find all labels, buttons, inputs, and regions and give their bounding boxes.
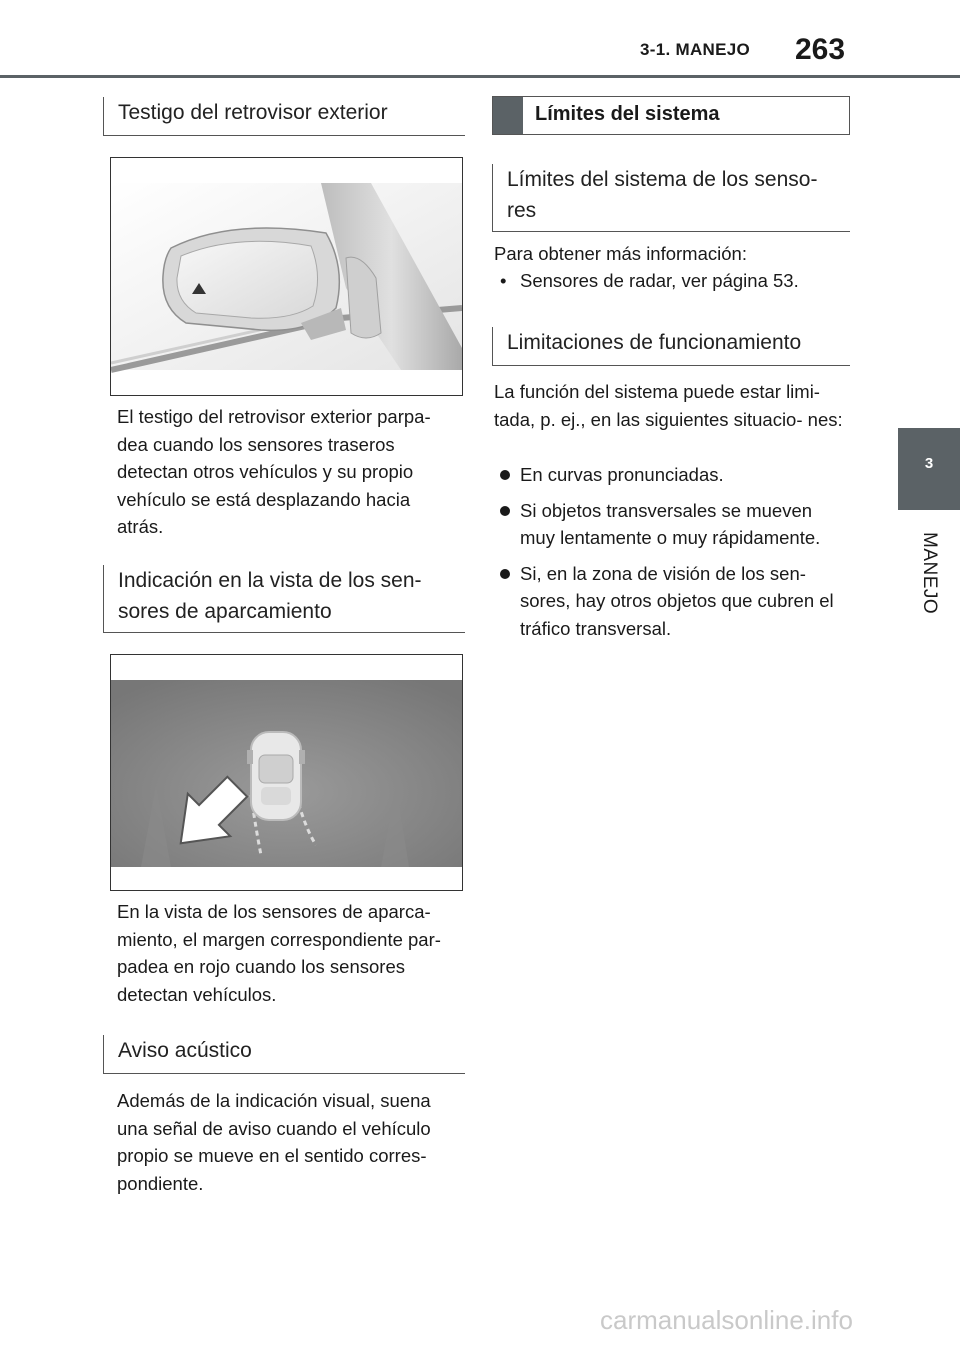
bullet-icon (500, 470, 510, 480)
header-rule (0, 75, 960, 78)
list-item-text: En curvas pronunciadas. (520, 464, 724, 485)
heading-system-limits (492, 96, 850, 135)
heading-line-1: Indicación en la vista de los sen- (118, 569, 422, 592)
chapter-label: MANEJO (919, 532, 940, 615)
parking-view-figure (110, 654, 463, 891)
limitations-intro: La función del sistema puede estar limi- tada, p. ej., en las siguientes situacio- nes: (494, 381, 843, 430)
bullet-icon (500, 506, 510, 516)
heading-text: Testigo del retrovisor exterior (118, 101, 388, 124)
list-item-text: Si, en la zona de visión de los sen- sores, hay otros objetos que cubren el tráfico transversal. (520, 562, 834, 639)
heading-text: Limitaciones de funcionamiento (507, 331, 802, 354)
heading-line-2: sores de aparcamiento (118, 600, 332, 623)
chapter-number: 3 (924, 455, 934, 472)
heading-sensor-limits (492, 164, 850, 232)
limitations-list (496, 461, 846, 650)
parking-paragraph: En la vista de los sensores de aparca- miento, el margen correspondiente par- padea en rojo cuando los sensores detectan vehículos. (117, 901, 441, 1005)
heading-text: Aviso acústico (118, 1039, 252, 1062)
heading-marker (493, 97, 523, 134)
mirror-figure (110, 157, 463, 396)
heading-text: Límites del sistema (535, 103, 720, 125)
mirror-paragraph: El testigo del retrovisor exterior parpa- dea cuando los sensores traseros detectan otros vehículos y su propio vehículo se está desplazando hacia atrás. (117, 406, 431, 537)
mirror-illustration (111, 158, 462, 395)
parking-view-illustration (111, 655, 462, 890)
watermark-text: carmanualsonline.info (600, 1305, 853, 1335)
heading-acoustic-warning (103, 1035, 465, 1074)
page-number: 263 (795, 33, 846, 66)
info-intro: Para obtener más información: (494, 243, 747, 264)
list-item (496, 461, 846, 489)
bullet-icon (500, 569, 510, 579)
heading-mirror-indicator (103, 97, 465, 136)
acoustic-paragraph: Además de la indicación visual, suena una señal de aviso cuando el vehículo propio se mueve en el sentido corres- pondiente. (117, 1090, 431, 1194)
heading-line-1: Límites del sistema de los senso- (507, 168, 818, 191)
heading-functional-limitations (492, 327, 850, 366)
list-item (496, 497, 846, 552)
heading-parking-view (103, 565, 465, 633)
info-item-text[interactable]: Sensores de radar, ver página 53. (520, 270, 799, 291)
list-item (496, 560, 846, 643)
info-list (494, 267, 844, 295)
list-item-text: Si objetos transversales se mueven muy lentamente o muy rápidamente. (520, 499, 821, 548)
section-title: 3-1. MANEJO (640, 40, 751, 59)
heading-line-2: res (507, 199, 537, 222)
list-item: • Sensores de radar, ver página 53. (500, 270, 799, 291)
